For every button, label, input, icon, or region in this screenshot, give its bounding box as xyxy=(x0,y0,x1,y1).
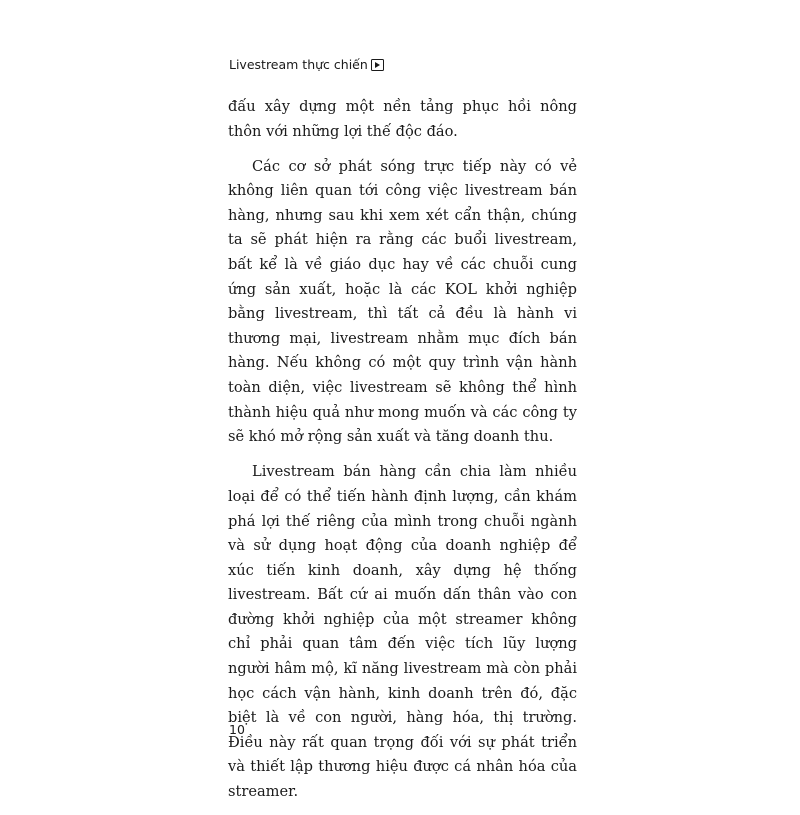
paragraph: Các cơ sở phát sóng trực tiếp này có vẻ không liên quan tới công việc livestream bán hàng, nhưng sau khi xem xét cẩn thận, chúng ta sẽ phát hiện ra rằng các buổi livestream, bất kể là về giáo dục hay về các chuỗi cung ứng sản xuất, hoặc là các KOL khởi nghiệp bằng livestream, thì tất cả đều là hành vi thương mại, livestream nhằm mục đích bán hàng. Nếu không có một quy trình vận hành toàn diện, việc livestream sẽ không thể hình thành hiệu quả như mong muốn và các công ty sẽ khó mở rộng sản xuất và tăng doanh thu. xyxy=(228,157,577,446)
page-number: 10 xyxy=(229,722,245,737)
running-title: Livestream thực chiến xyxy=(229,57,368,72)
paragraph: Livestream bán hàng cần chia làm nhiều loại để có thể tiến hành định lượng, cần khám phá lợi thế riêng của mình trong chuỗi ngành và sử dụng hoạt động của doanh nghiệp để xúc tiến kinh doanh, xây dựng hệ thống livestream. Bất cứ ai muốn dấn thân vào con đường khởi nghiệp của một streamer không chỉ phải quan tâm đến việc tích lũy lượng người hâm mộ, kĩ năng livestream mà còn phải học cách vận hành, kinh doanh trên đó, đặc biệt là về con người, hàng hóa, thị trường. Điều này rất quan trọng đối với sự phát triển và thiết lập thương hiệu được cá nhân hóa của streamer. xyxy=(228,463,577,801)
play-icon xyxy=(371,59,384,71)
paragraph-continued: đấu xây dựng một nền tảng phục hồi nông thôn với những lợi thế độc đáo. xyxy=(228,98,577,140)
running-head xyxy=(229,57,384,72)
body-text xyxy=(228,95,577,815)
